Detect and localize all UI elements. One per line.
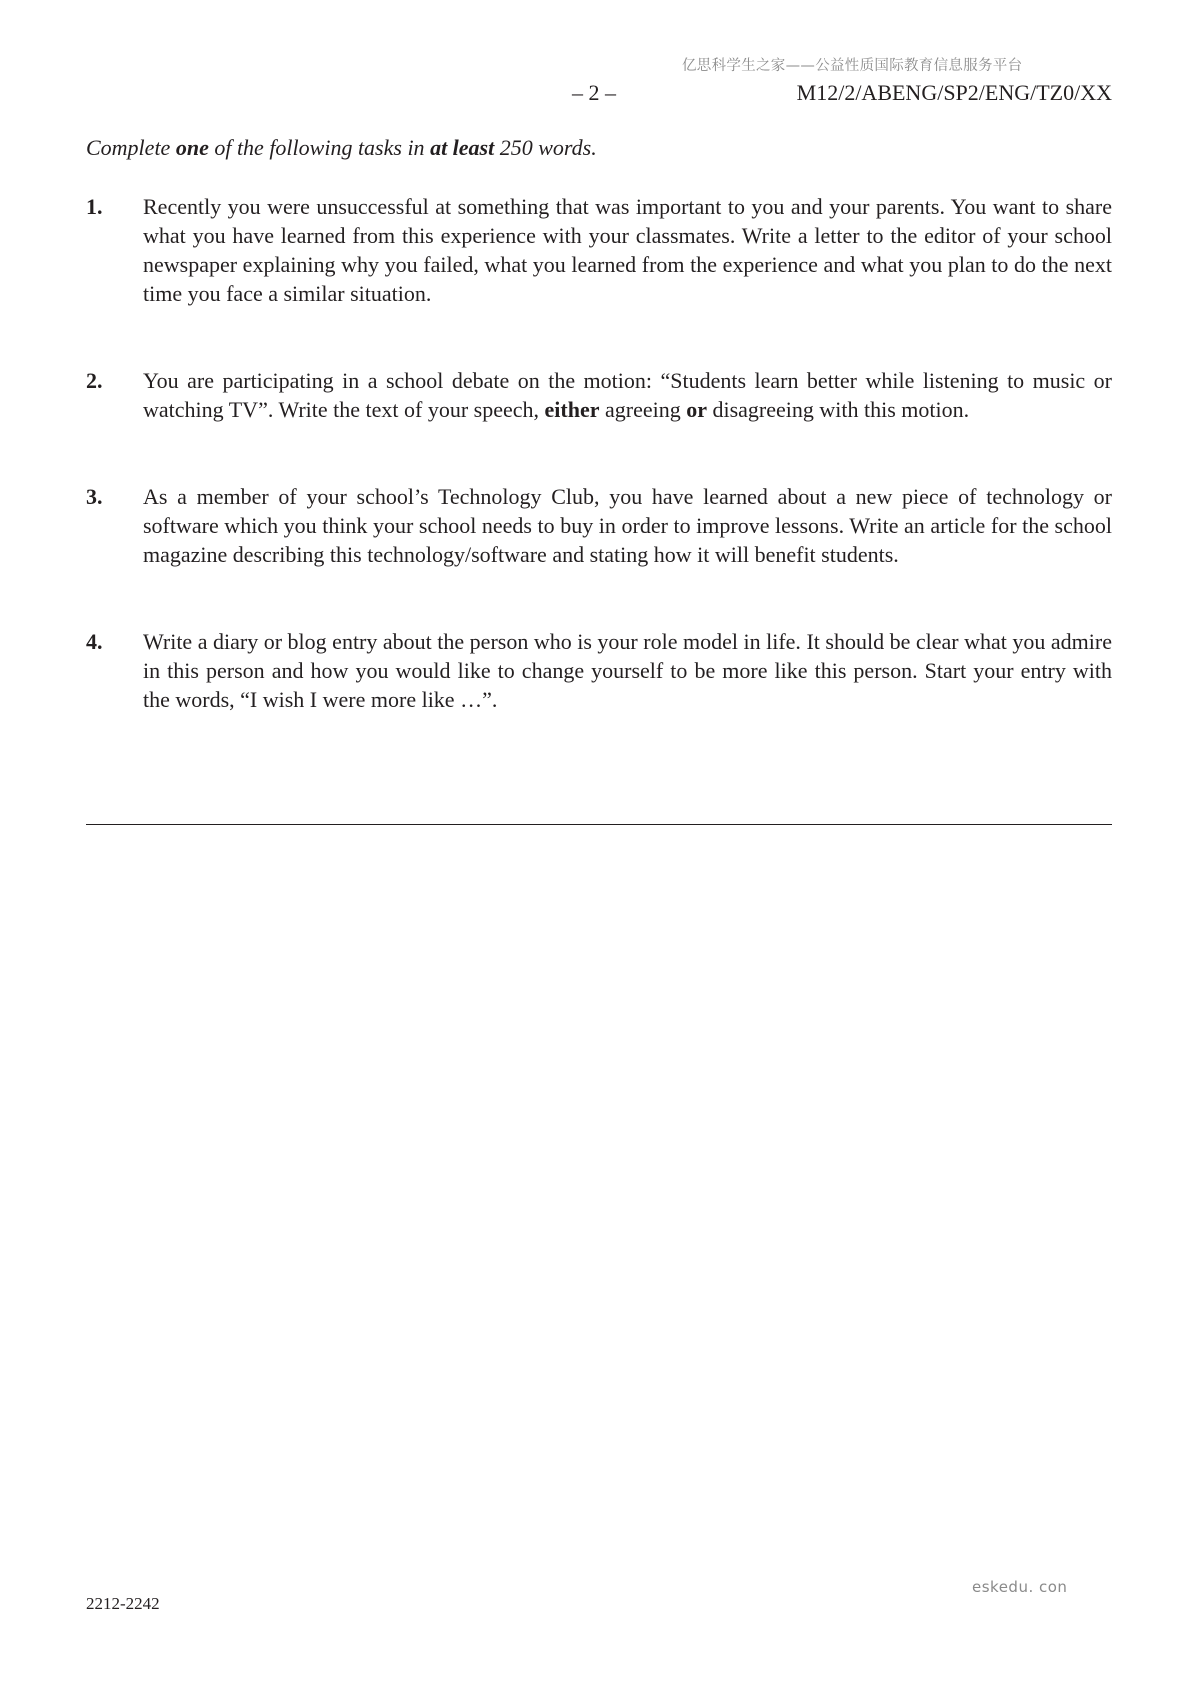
task-1: [86, 192, 1112, 308]
footer-code: 2212-2242: [86, 1594, 160, 1613]
task-text: [143, 366, 1112, 424]
instruction-emphasis-at-least: at least: [430, 135, 495, 160]
task-number: 1.: [86, 194, 103, 219]
page-number: – 2 –: [572, 80, 616, 105]
instruction-emphasis-one: one: [175, 135, 209, 160]
header-watermark: 亿思科学生之家——公益性质国际教育信息服务平台: [682, 58, 1023, 74]
task-number: 3.: [86, 484, 103, 509]
exam-code: M12/2/ABENG/SP2/ENG/TZ0/XX: [796, 80, 1112, 105]
task-text-segment: You are participating in a school debate on the motion: “Students learn better while listening to music or watching TV”. Write the text of your speech,: [143, 368, 1112, 422]
task-number: 2.: [86, 368, 103, 393]
footer-watermark: eskedu. con: [972, 1578, 1068, 1596]
task-emphasis-either: either: [544, 397, 600, 422]
task-2: [86, 366, 1112, 424]
instruction-text: Complete: [86, 135, 176, 160]
task-number: 4.: [86, 629, 103, 654]
instruction-text: 250 words.: [494, 135, 597, 160]
task-text: Write a diary or blog entry about the person who is your role model in life. It should be clear what you admire in this person and how you would like to change yourself to be more like this person. Start your entry with the words, “I wish I were more like …”.: [143, 629, 1112, 712]
instruction-text: of the following tasks in: [208, 135, 431, 160]
task-3: [86, 482, 1112, 569]
task-text-segment: disagreeing with this motion.: [706, 397, 970, 422]
task-text: Recently you were unsuccessful at something that was important to you and your parents. You want to share what you have learned from this experience with your classmates. Write a letter to the editor of your school newspaper explaining why you failed, what you learned from the experience and what you plan to do the next time you face a similar situation.: [143, 194, 1112, 306]
task-text-segment: agreeing: [599, 397, 687, 422]
task-4: [86, 627, 1112, 714]
task-emphasis-or: or: [686, 397, 707, 422]
instructions: [86, 135, 597, 161]
task-text: As a member of your school’s Technology Club, you have learned about a new piece of technology or software which you think your school needs to buy in order to improve lessons. Write an article for the school magazine describing this technology/software and stating how it will benefit students.: [143, 484, 1112, 567]
section-divider: [86, 824, 1112, 825]
